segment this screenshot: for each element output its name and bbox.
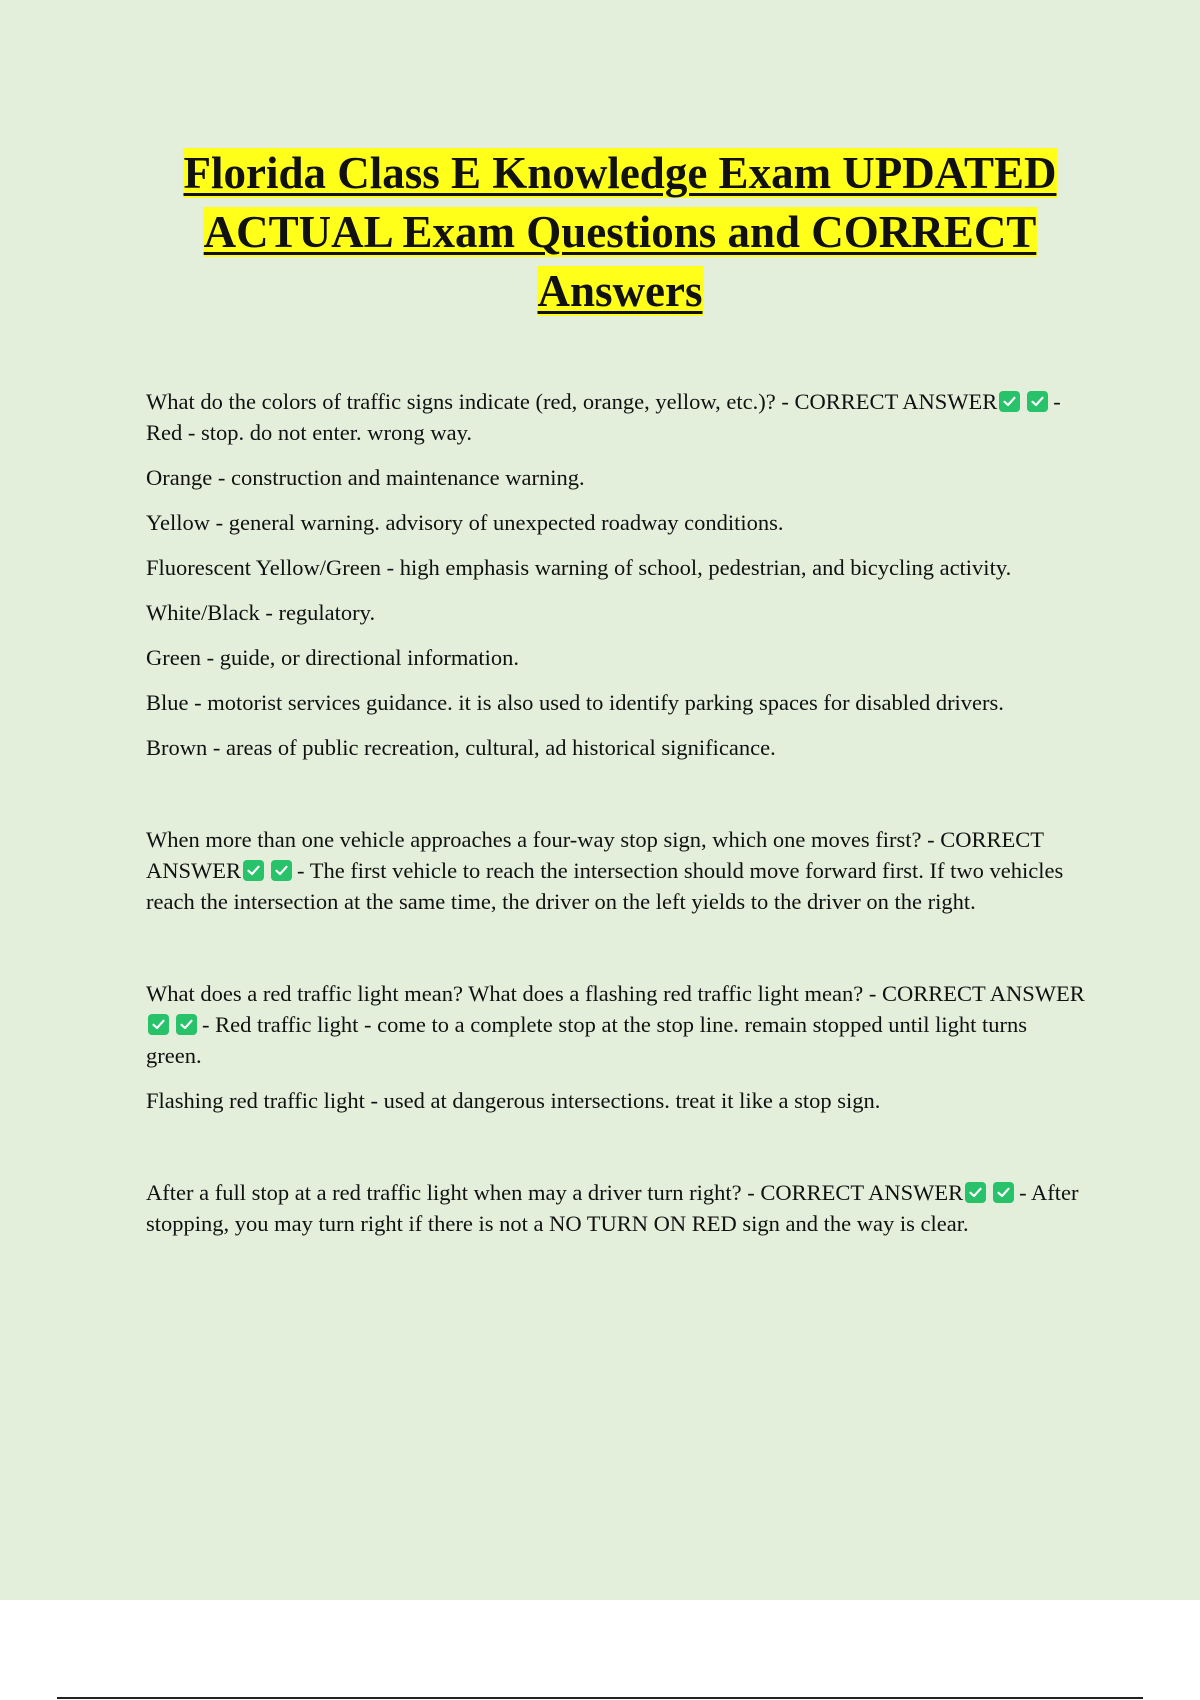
qa-item-red-traffic-light bbox=[146, 978, 1086, 1116]
question-text: What do the colors of traffic signs indicate (red, orange, yellow, etc.)? - CORRECT ANSWER bbox=[146, 389, 998, 414]
qa-list bbox=[146, 386, 1086, 1239]
qa-item-four-way-stop bbox=[146, 824, 1086, 917]
answer-line: Yellow - general warning. advisory of unexpected roadway conditions. bbox=[146, 510, 784, 535]
qa-question-answer bbox=[146, 978, 1086, 1071]
answer-text: - Red traffic light - come to a complete stop at the stop line. remain stopped until light turns green. bbox=[146, 1012, 1028, 1068]
footer-divider bbox=[57, 1697, 1143, 1699]
question-text: When more than one vehicle approaches a four-way stop sign, which one moves first? - CORRECT ANSWER bbox=[146, 827, 1044, 883]
check-mark-icon bbox=[176, 1014, 197, 1035]
title-line-2: ACTUAL Exam Questions and CORRECT bbox=[203, 207, 1037, 257]
answer-line: Green - guide, or directional information. bbox=[146, 645, 519, 670]
check-mark-icon bbox=[148, 1014, 169, 1035]
answer-line: Fluorescent Yellow/Green - high emphasis warning of school, pedestrian, and bicycling activity. bbox=[146, 555, 1012, 580]
question-text: What does a red traffic light mean? What does a flashing red traffic light mean? - CORRECT ANSWER bbox=[146, 981, 1085, 1006]
answer-line: White/Black - regulatory. bbox=[146, 600, 376, 625]
answer-text: - The first vehicle to reach the intersection should move forward first. If two vehicles reach the intersection at the same time, the driver on the left yields to the driver on the right. bbox=[146, 858, 1064, 914]
qa-question-answer bbox=[146, 386, 1086, 448]
answer-line: Brown - areas of public recreation, cultural, ad historical significance. bbox=[146, 735, 776, 760]
check-mark-icon bbox=[999, 391, 1020, 412]
check-mark-icon bbox=[1027, 391, 1048, 412]
answer-line: Blue - motorist services guidance. it is also used to identify parking spaces for disabled drivers. bbox=[146, 690, 1004, 715]
answer-text: - After stopping, you may turn right if there is not a NO TURN ON RED sign and the way is clear. bbox=[146, 1180, 1079, 1236]
answer-text: - Red - stop. do not enter. wrong way. bbox=[146, 389, 1061, 445]
qa-item-traffic-sign-colors bbox=[146, 386, 1086, 763]
document-title bbox=[140, 144, 1100, 321]
check-mark-icon bbox=[965, 1182, 986, 1203]
qa-item-right-on-red bbox=[146, 1177, 1086, 1239]
check-mark-icon bbox=[243, 860, 264, 881]
title-line-3: Answers bbox=[537, 266, 703, 316]
title-line-1: Florida Class E Knowledge Exam UPDATED bbox=[183, 148, 1057, 198]
qa-question-answer bbox=[146, 824, 1086, 917]
check-mark-icon bbox=[993, 1182, 1014, 1203]
qa-question-answer bbox=[146, 1177, 1086, 1239]
answer-line: Flashing red traffic light - used at dangerous intersections. treat it like a stop sign. bbox=[146, 1088, 881, 1113]
answer-line: Orange - construction and maintenance warning. bbox=[146, 465, 585, 490]
check-mark-icon bbox=[271, 860, 292, 881]
question-text: After a full stop at a red traffic light when may a driver turn right? - CORRECT ANSWER bbox=[146, 1180, 964, 1205]
